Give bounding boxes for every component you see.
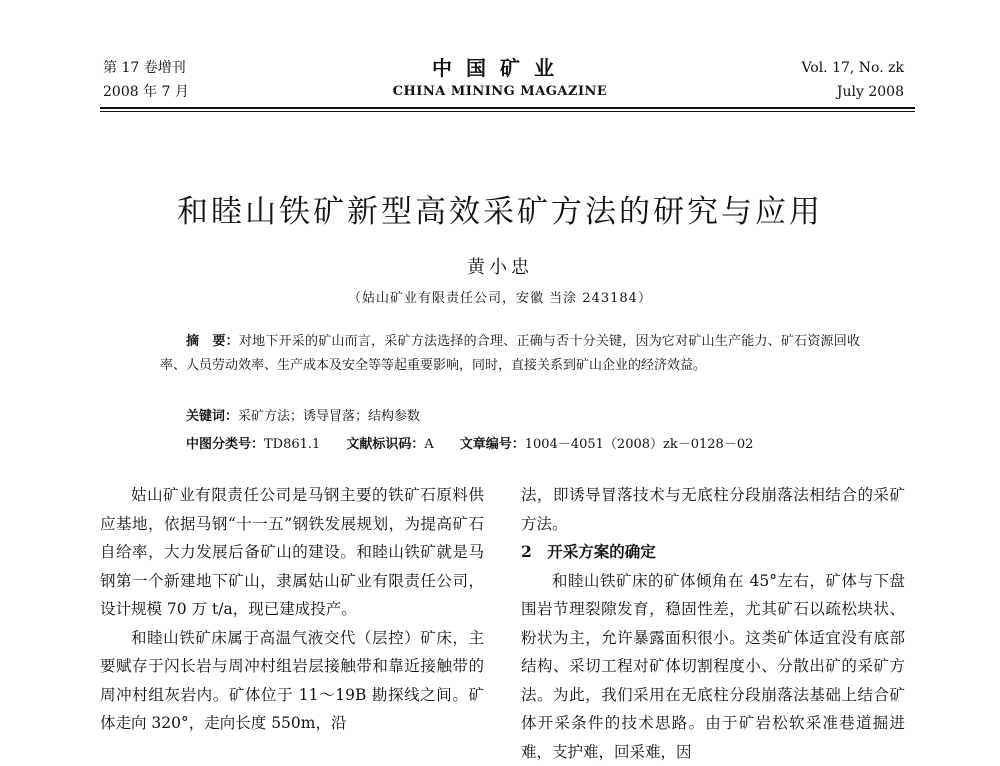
body-column-left [100, 481, 484, 738]
doc-code-value: A [424, 437, 433, 452]
keywords-text: 采矿方法；诱导冒落；结构参数 [238, 409, 420, 424]
article-no-value: 1004－4051（2008）zk－0128－02 [525, 437, 754, 452]
abstract [160, 330, 860, 378]
keywords-label: 关键词： [186, 409, 238, 424]
doc-code-label: 文献标识码： [346, 437, 424, 452]
paragraph: 姑山矿业有限责任公司是马钢主要的铁矿石原料供应基地，依据马钢“十一五”钢铁发展规划，为提高矿石自给率，大力发展后备矿山的建设。和睦山铁矿就是马钢第一个新建地下矿山，隶属姑山矿业有限责任公司，设计规模 70 万 t/a，现已建成投产。 [100, 481, 484, 624]
section-heading: 2 开采方案的确定 [521, 538, 905, 567]
date-en: July 2008 [801, 80, 904, 104]
article-title: 和睦山铁矿新型高效采矿方法的研究与应用 [0, 186, 1000, 231]
keywords [186, 405, 420, 429]
paragraph: 和睦山铁矿床的矿体倾角在 45°左右，矿体与下盘围岩节理裂隙发育，稳固性差，尤其矿石以疏松块状、粉状为主，允许暴露面积很小。这类矿体适宜没有底部结构、采切工程对矿体切割程度小、分散出矿的采矿方法。为此，我们采用在无底柱分段崩落法基础上结合矿体开采条件的技术思路。由于矿岩松软采准巷道掘进难，支护难，回采难，因 [521, 567, 905, 766]
journal-title-en: CHINA MINING MAGAZINE [0, 80, 1000, 104]
abstract-text: 对地下开采的矿山而言，采矿方法选择的合理、正确与否十分关键，因为它对矿山生产能力、矿石资源回收率、人员劳动效率、生产成本及安全等等起重要影响，同时，直接关系到矿山企业的经济效益。 [160, 334, 860, 373]
journal-title-cn: 中国矿业 [0, 56, 1000, 80]
header-rule-thick [100, 107, 915, 109]
clc-value: TD861.1 [264, 437, 320, 452]
paragraph: 和睦山铁矿床属于高温气液交代（层控）矿床，主要赋存于闪长岩与周冲村组岩层接触带和靠近接触带的周冲村组灰岩内。矿体位于 11～19B 勘探线之间。矿体走向 320°，走向长度 550m，沿 [100, 624, 484, 738]
article-no-label: 文章编号： [460, 437, 525, 452]
paragraph: 法，即诱导冒落技术与无底柱分段崩落法相结合的采矿方法。 [521, 481, 905, 538]
header-rule-thin [100, 111, 915, 112]
clc-label: 中图分类号： [186, 437, 264, 452]
article-affiliation: （姑山矿业有限责任公司，安徽 当涂 243184） [0, 287, 1000, 306]
article-author: 黄小忠 [0, 253, 1000, 279]
body-column-right [521, 481, 905, 766]
header-right [801, 56, 904, 104]
date-cn: 2008 年 7 月 [103, 80, 189, 104]
abstract-label: 摘 要： [186, 334, 239, 349]
volume-cn: 第 17 卷增刊 [103, 56, 189, 80]
volume-en: Vol. 17, No. zk [801, 56, 904, 80]
classification-line [186, 433, 866, 457]
